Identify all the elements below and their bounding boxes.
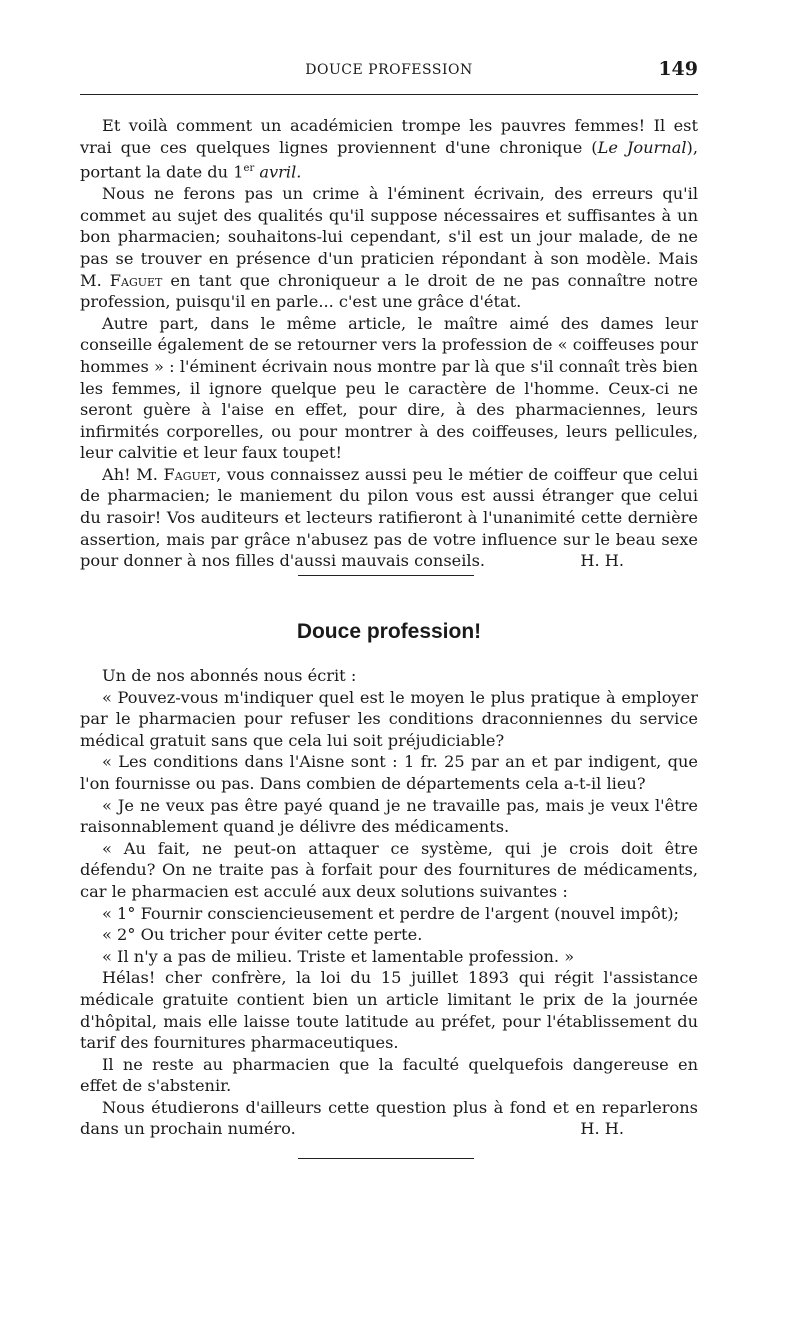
paragraph: Il ne reste au pharmacien que la faculté quelquefois dangereuse en effet de s'abstenir. (80, 1054, 698, 1096)
article-2-body (80, 665, 698, 1140)
running-title: DOUCE PROFESSION (305, 62, 473, 78)
paragraph: Nous étudierons d'ailleurs cette question plus à fond et en reparlerons dans un prochain numéro. H. H. (80, 1097, 698, 1139)
paragraph: « Pouvez-vous m'indiquer quel est le moyen le plus pratique à employer par le pharmacien pour refuser les conditions draconniennes du service médical gratuit sans que cela lui soit préjudiciable? (80, 687, 698, 750)
section-separator (298, 575, 474, 576)
person-name: Faguet (109, 270, 163, 290)
article-title: Douce profession! (296, 620, 482, 643)
paragraph: « Au fait, ne peut-on attaquer ce système, qui je crois doit être défendu? On ne traite pas à forfait pour des fournitures de médicaments, car le pharmacien est acculé aux deux solutions suivantes : (80, 838, 698, 901)
paragraph: Autre part, dans le même article, le maître aimé des dames leur conseille également de se retourner vers la profession de « coiffeuses pour hommes » : l'éminent écrivain nous montre par là que s'il connaît très bien les femmes, il ignore quelque peu le caractère de l'homme. Ceux-ci ne seront guère à l'aise en effet, pour dire, à des pharmaciennes, leurs infirmités corporelles, ou pour montrer à des coiffeuses, leurs pellicules, leur calvitie et leur faux toupet! (80, 313, 698, 463)
journal-name: Le Journal (597, 137, 687, 157)
paragraph: Nous ne ferons pas un crime à l'éminent écrivain, des erreurs qu'il commet au sujet des qualités qu'il suppose nécessaires et suffisantes à un bon pharmacien; souhaitons-lui cependant, s'il est un jour malade, de ne pas se trouver en présence d'un praticien répondant à son modèle. Mais M. Faguet en tant que chroniqueur a le droit de ne pas connaître notre profession, puisqu'il en parle... c'est une grâce d'état. (80, 184, 698, 312)
section-separator (298, 1158, 474, 1159)
paragraph: « 2° Ou tricher pour éviter cette perte. (102, 925, 423, 945)
paragraph: Un de nos abonnés nous écrit : (102, 666, 357, 685)
paragraph: Hélas! cher confrère, la loi du 15 juillet 1893 qui régit l'assistance médicale gratuite contient bien un article limitant le prix de la journée d'hôpital, mais elle laisse toute latitude au préfet, pour l'établissement du tarif des fournitures pharmaceutiques. (80, 968, 698, 1053)
paragraph: Ah! M. Faguet, vous connaissez aussi peu le métier de coiffeur que celui de pharmacien; le maniement du pilon vous est aussi étranger que celui du rasoir! Vos auditeurs et lecteurs ratifieront à l'unanimité cette dernière assertion, mais par grâce n'abusez pas de votre influence sur le beau sexe pour donner à nos filles d'aussi mauvais conseils. H. H. (80, 464, 699, 571)
paragraph: « Je ne veux pas être payé quand je ne travaille pas, mais je veux l'être raisonnablement quand je délivre des médicaments. (80, 795, 698, 837)
article-1-body (80, 115, 698, 572)
page-number: 149 (658, 58, 698, 80)
signature: H. H. (580, 1119, 624, 1139)
person-name: Faguet (163, 464, 217, 484)
paragraph: « Les conditions dans l'Aisne sont : 1 fr. 25 par an et par indigent, que l'on fournisse ou pas. Dans combien de départements cela a-t-il lieu? (80, 752, 698, 793)
paragraph: « Il n'y a pas de milieu. Triste et lamentable profession. » (102, 946, 575, 966)
signature: H. H. (580, 551, 624, 571)
header-rule (80, 94, 698, 95)
paragraph: « 1° Fournir consciencieusement et perdre de l'argent (nouvel impôt); (102, 903, 679, 923)
paragraph: Et voilà comment un académicien trompe les pauvres femmes! Il est vrai que ces quelques lignes proviennent d'une chronique (Le Journal), portant la date du 1er avril. (80, 116, 698, 182)
running-header (80, 58, 698, 86)
